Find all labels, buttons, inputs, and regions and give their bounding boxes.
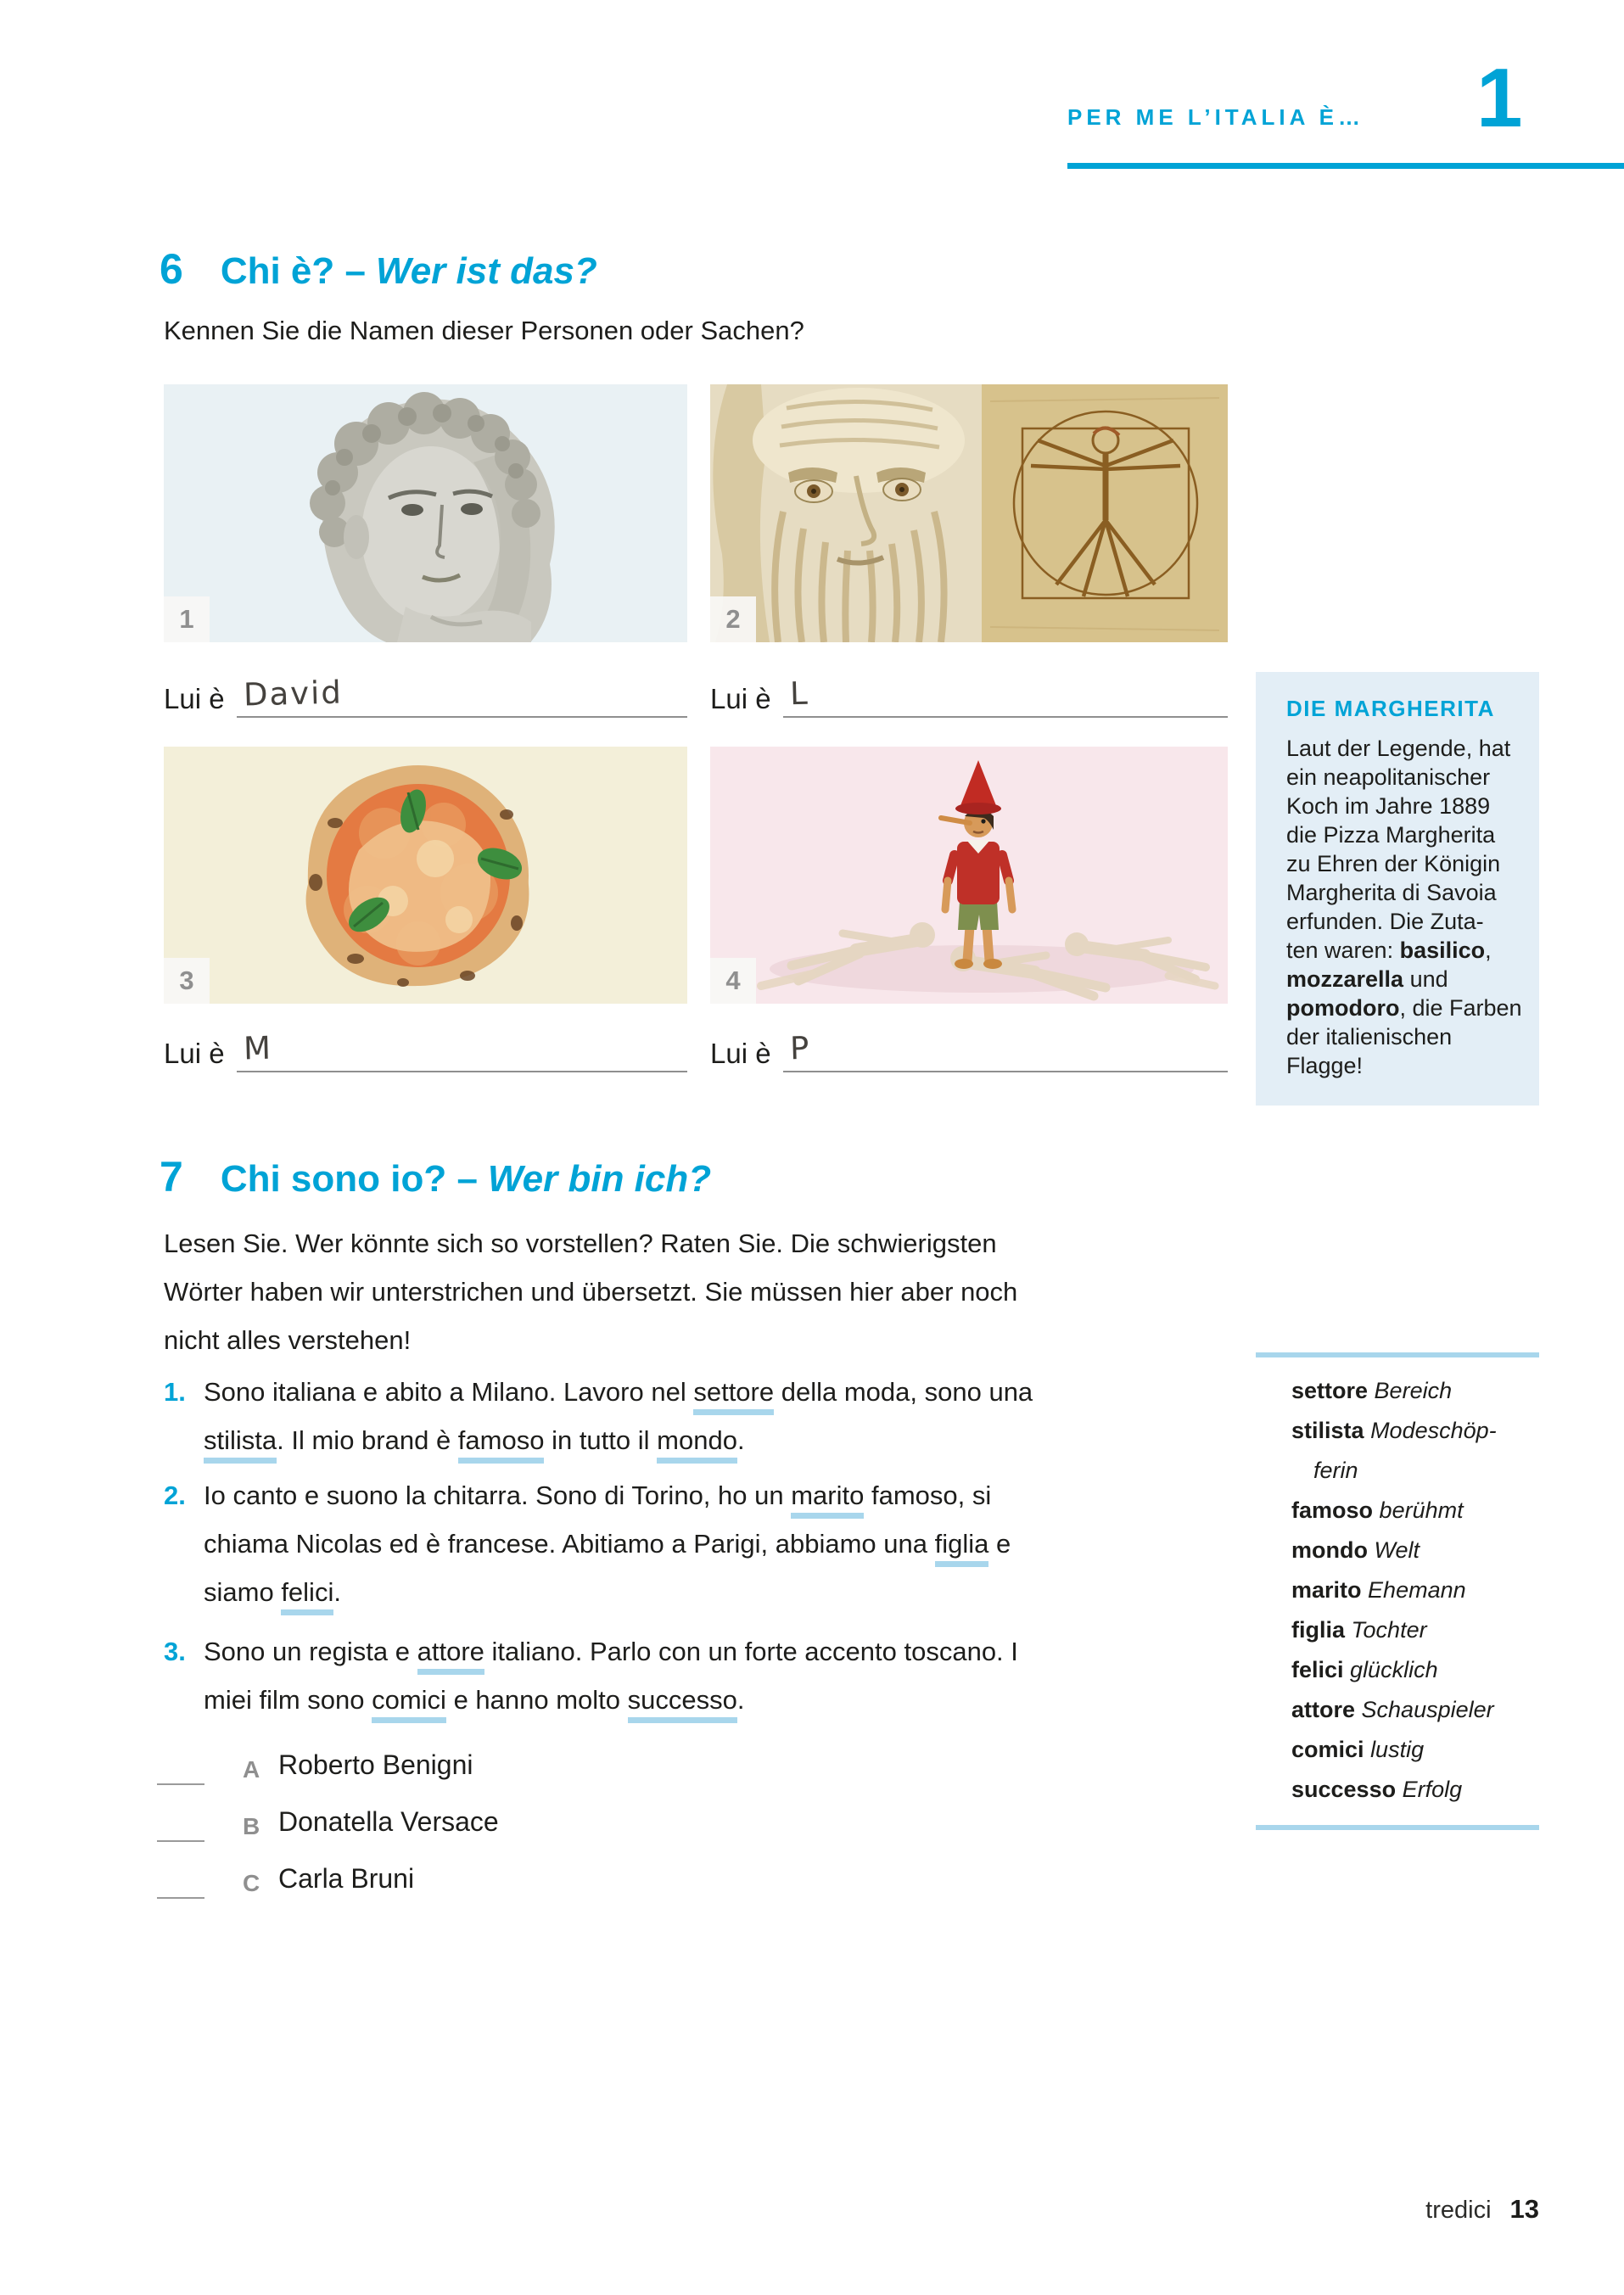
vocab-entry: [1291, 1371, 1515, 1411]
info-box-line: erfunden. Die Zuta-: [1286, 909, 1484, 934]
photo-badge-2: 2: [710, 596, 756, 642]
vocab-rule-top: [1256, 1352, 1539, 1357]
pinocchio-illustration: [710, 747, 1228, 1004]
exercise6-title: [221, 250, 597, 293]
answer-row-1: [164, 674, 687, 718]
vocab-entry: [1291, 1491, 1515, 1531]
vocab-german: lustig: [1370, 1737, 1425, 1762]
instruction-line: Wörter haben wir unterstrichen und übersetzt. Sie müssen hier aber noch: [164, 1277, 1018, 1307]
info-box-line: Margherita di Savoia: [1286, 880, 1497, 905]
info-box-line: Koch im Jahre 1889: [1286, 793, 1491, 819]
vocab-german: glücklich: [1350, 1657, 1438, 1682]
answer-label-3: Lui è: [164, 1038, 225, 1069]
choice-row-b: [157, 1806, 751, 1863]
photo-leonardo-vitruvian: [710, 384, 1228, 642]
choice-letter-b: B: [243, 1813, 260, 1839]
vocab-italian: stilista: [1291, 1418, 1364, 1443]
exercise7-heading: [160, 1152, 711, 1201]
vocab-german: Schauspieler: [1361, 1697, 1494, 1722]
vocab-italian: marito: [1291, 1577, 1362, 1603]
info-box-line: pomodoro, die Farben: [1286, 995, 1522, 1021]
instruction-line: nicht alles verstehen!: [164, 1325, 412, 1355]
exercise7-number: 7: [160, 1153, 183, 1201]
vocab-german: Erfolg: [1402, 1777, 1463, 1802]
info-box-line: ein neapolitanischer: [1286, 764, 1491, 790]
matching-choices: [157, 1749, 751, 1920]
david-statue-illustration: [164, 384, 687, 642]
answer-label-4: Lui è: [710, 1038, 771, 1069]
pizza-illustration: [164, 747, 687, 1004]
vocab-list: [1291, 1371, 1515, 1810]
item-line: Io canto e suono la chitarra. Sono di Torino, ho un marito famoso, si: [204, 1471, 1250, 1520]
vocab-italian: attore: [1291, 1697, 1356, 1722]
choice-blank-b[interactable]: [157, 1840, 204, 1842]
margherita-info-box: [1256, 672, 1539, 1106]
photo-pizza-margherita: [164, 747, 687, 1004]
exercise6-heading: [160, 244, 597, 294]
answer-blank-3[interactable]: [237, 1030, 687, 1072]
answer-blank-2[interactable]: [783, 675, 1228, 718]
vocab-german: Bereich: [1374, 1378, 1453, 1403]
choice-row-c: [157, 1863, 751, 1920]
choice-letter-c: C: [243, 1870, 260, 1896]
handwritten-answer-2: L: [789, 675, 809, 713]
item-line: chiama Nicolas ed è francese. Abitiamo a Parigi, abbiamo una figlia e: [204, 1520, 1250, 1568]
vocab-entry: [1291, 1610, 1515, 1650]
exercise6-instruction: Kennen Sie die Namen dieser Personen oder Sachen?: [164, 316, 804, 345]
item-line: stilista. Il mio brand è famoso in tutto il mondo.: [204, 1416, 1250, 1464]
vocab-italian: mondo: [1291, 1537, 1368, 1563]
photo-pinocchio: [710, 747, 1228, 1004]
item-line: siamo felici.: [204, 1568, 1250, 1616]
photo-badge-4: 4: [710, 958, 756, 1004]
exercise7-title: [221, 1158, 711, 1201]
exercise7-title-italian: Chi sono io? –: [220, 1158, 478, 1200]
exercise7-item-3: [164, 1627, 1250, 1724]
answer-label-1: Lui è: [164, 683, 225, 714]
item-line: Sono un regista e attore italiano. Parlo con un forte accento toscano. I: [204, 1627, 1250, 1676]
choice-row-a: [157, 1749, 751, 1806]
page-number-word: tredici: [1425, 2197, 1492, 2224]
choice-name-b: Donatella Versace: [278, 1806, 499, 1837]
exercise7-item-1: [164, 1368, 1250, 1464]
handwritten-answer-4: P: [789, 1029, 811, 1067]
item-number-2: 2.: [164, 1481, 186, 1510]
vocab-entry: [1291, 1531, 1515, 1570]
header-rule: [1067, 163, 1624, 169]
vocab-german: berühmt: [1379, 1497, 1464, 1523]
choice-name-c: Carla Bruni: [278, 1863, 415, 1894]
answer-row-3: [164, 1029, 687, 1072]
vocab-rule-bottom: [1256, 1825, 1539, 1830]
info-box-line: Laut der Legende, hat: [1286, 736, 1511, 761]
exercise6-title-italian: Chi è? –: [220, 250, 366, 292]
instruction-line: Lesen Sie. Wer könnte sich so vorstellen? Raten Sie. Die schwierigsten: [164, 1229, 997, 1258]
item-line: miei film sono comici e hanno molto successo.: [204, 1676, 1250, 1724]
info-box-line: Flagge!: [1286, 1053, 1364, 1078]
info-box-title: DIE MARGHERITA: [1286, 696, 1495, 721]
vocab-entry: [1291, 1570, 1515, 1610]
exercise6-title-german: Wer ist das?: [375, 250, 597, 292]
leonardo-illustration: [710, 384, 1228, 642]
choice-blank-c[interactable]: [157, 1897, 204, 1899]
handwritten-answer-3: M: [243, 1029, 273, 1067]
answer-row-2: [710, 677, 1228, 718]
vocabulary-sidebar: [1256, 1352, 1539, 1830]
vocab-german: Ehemann: [1368, 1577, 1466, 1603]
vocab-italian: figlia: [1291, 1617, 1346, 1643]
vocab-italian: felici: [1291, 1657, 1344, 1682]
info-box-line: der italienischen: [1286, 1024, 1453, 1050]
answer-label-2: Lui è: [710, 683, 771, 714]
vocab-entry: [1291, 1690, 1515, 1730]
vocab-entry: [1291, 1730, 1515, 1770]
answer-blank-1[interactable]: [237, 675, 687, 718]
photo-badge-3: 3: [164, 958, 210, 1004]
vocab-italian: successo: [1291, 1777, 1397, 1802]
choice-name-a: Roberto Benigni: [278, 1749, 473, 1780]
item-number-1: 1.: [164, 1377, 186, 1407]
vocab-german: Welt: [1374, 1537, 1420, 1563]
vocab-italian: famoso: [1291, 1497, 1374, 1523]
vocab-german: Tochter: [1351, 1617, 1427, 1643]
item-line: Sono italiana e abito a Milano. Lavoro nel settore della moda, sono una: [204, 1368, 1250, 1416]
answer-row-4: [710, 1029, 1228, 1072]
vocab-entry: [1291, 1770, 1515, 1810]
vocab-entry: [1291, 1650, 1515, 1690]
info-box-line: die Pizza Margherita: [1286, 822, 1496, 848]
unit-number: 1: [1476, 51, 1523, 144]
item-number-3: 3.: [164, 1637, 186, 1666]
info-box-line: zu Ehren der Königin: [1286, 851, 1501, 876]
info-box-line: mozzarella und: [1286, 966, 1448, 992]
handwritten-answer-1: David: [243, 674, 343, 714]
info-box-line: ten waren: basilico,: [1286, 938, 1492, 963]
exercise6-number: 6: [160, 245, 183, 293]
photo-badge-1: 1: [164, 596, 210, 642]
page-footer: [1425, 2194, 1539, 2225]
answer-blank-4[interactable]: [783, 1030, 1228, 1072]
vocab-german: Modeschöpferin: [1313, 1418, 1497, 1483]
chapter-kicker: PER ME L’ITALIA È…: [1067, 104, 1365, 130]
vocab-italian: settore: [1291, 1378, 1369, 1403]
exercise7-instruction: [164, 1219, 1017, 1364]
choice-letter-a: A: [243, 1756, 260, 1783]
choice-blank-a[interactable]: [157, 1783, 204, 1785]
exercise7-title-german: Wer bin ich?: [487, 1158, 712, 1200]
vocab-italian: comici: [1291, 1737, 1364, 1762]
exercise7-item-2: [164, 1471, 1250, 1616]
photo-david-statue: [164, 384, 687, 642]
page-number: 13: [1509, 2194, 1539, 2224]
vocab-entry: [1291, 1411, 1515, 1491]
